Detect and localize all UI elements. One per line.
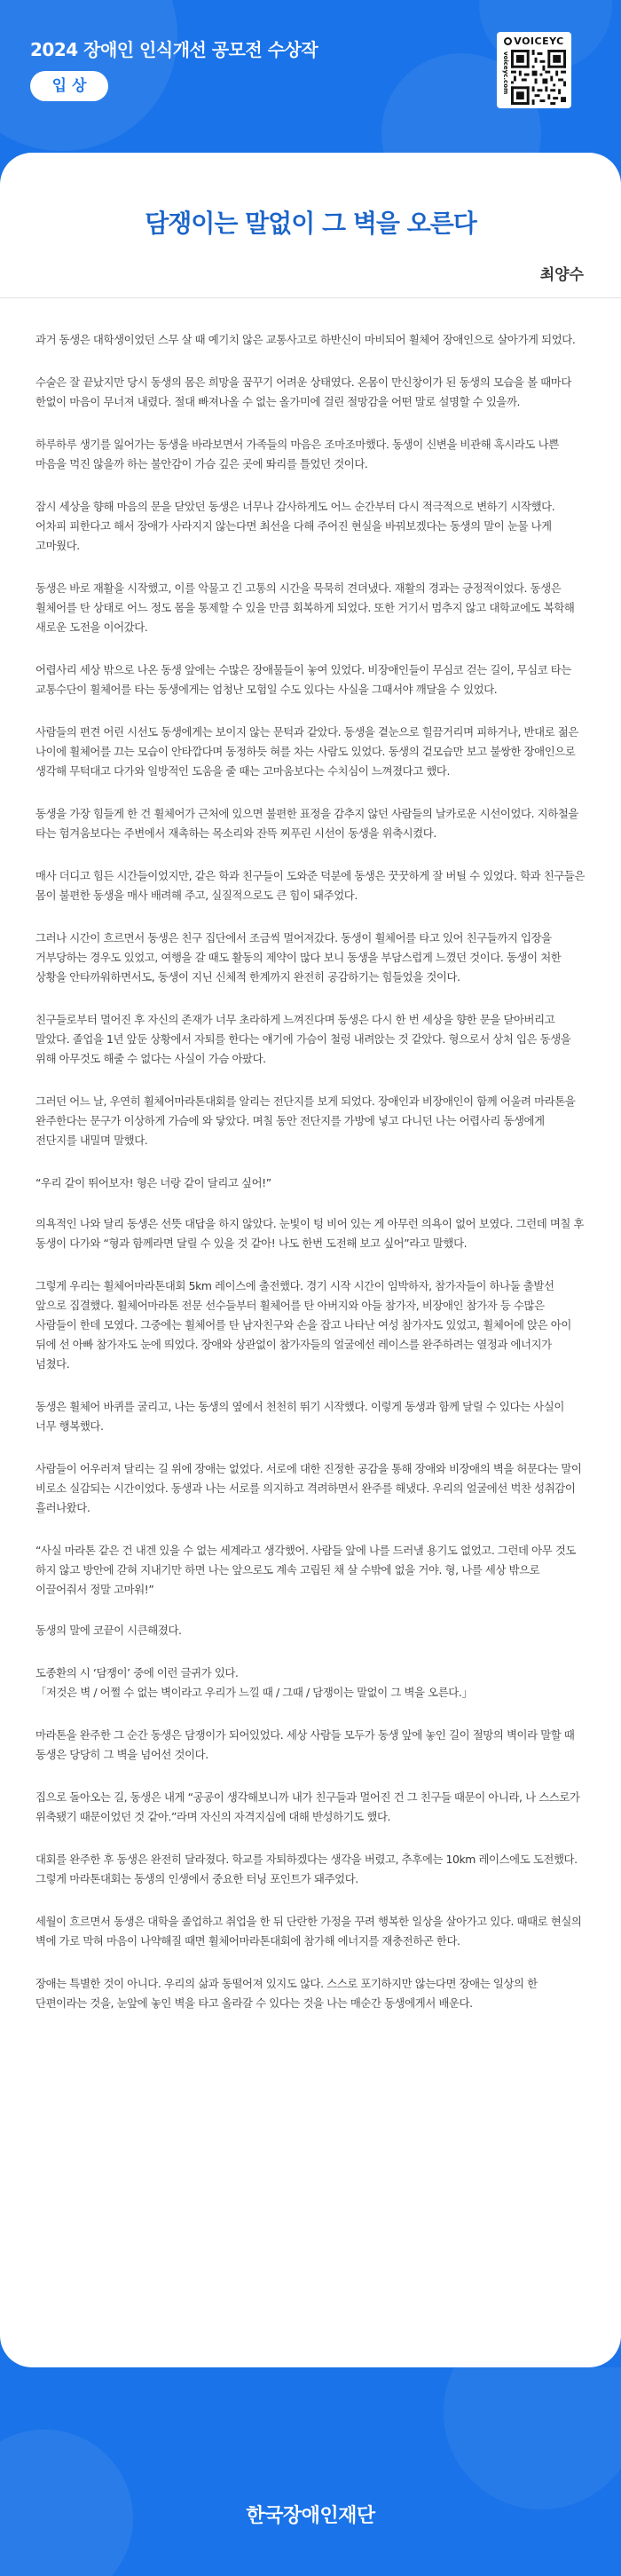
essay-paragraph: 사람들이 어우러져 달리는 길 위에 장애는 없었다. 서로에 대한 진정한 공감을 통해 장애와 비장애의 벽을 허문다는 말이 비로소 실감되는 시간이었다. 동생과 나는 서로를 의지하고 격려하면서 완주를 해냈다. 우리의 얼굴에선 벅찬 성취감이 흘러나왔다. [35, 1462, 582, 1514]
essay-paragraph: 친구들로부터 멀어진 후 자신의 존재가 너무 초라하게 느껴진다며 동생은 다시 한 번 세상을 향한 문을 닫아버리고 말았다. 졸업을 1년 앞둔 상황에서 자퇴를 한다는 얘기에 가슴이 철렁 내려앉는 것 같았다. 형으로서 상처 입은 동생을 위해 아무것도 해줄 수 없다는 사실이 가슴 아팠다. [35, 1013, 571, 1065]
brand-label [497, 36, 571, 47]
essay-paragraph: 과거 동생은 대학생이었던 스무 살 때 예기치 않은 교통사고로 하반신이 마비되어 휠체어 장애인으로 살아가게 되었다. [35, 333, 576, 346]
essay-paragraph: 세월이 흐르면서 동생은 대학을 졸업하고 취업을 한 뒤 단란한 가정을 꾸려 행복한 일상을 살아가고 있다. 때때로 현실의 벽에 가로 막혀 마음이 나약해질 때면 휠체어마라톤대회에 참가해 에너지를 재충전하곤 한다. [35, 1915, 582, 1948]
qr-card[interactable] [497, 32, 571, 108]
brand-logo-icon [504, 37, 512, 45]
essay-paragraph: 하루하루 생기를 잃어가는 동생을 바라보면서 가족들의 마음은 조마조마했다. 동생이 신변을 비관해 혹시라도 나쁜 마음을 먹진 않을까 하는 불안감이 가슴 깊은 곳에 똬리를 틀었던 것이다. [35, 438, 559, 470]
essay-paragraph: 동생의 말에 코끝이 시큰해졌다. [35, 1624, 182, 1637]
essay-paragraph: 어렵사리 세상 밖으로 나온 동생 앞에는 수많은 장애물들이 놓여 있었다. 비장애인들이 무심코 걷는 길이, 무심코 타는 교통수단이 휠체어를 타는 동생에게는 엄청난 모험일 수도 있다는 사실을 그때서야 깨달을 수 있었다. [35, 663, 571, 696]
essay-paragraph: 그렇게 우리는 휠체어마라톤대회 5km 레이스에 출전했다. 경기 시작 시간이 임박하자, 참가자들이 하나둘 출발선 앞으로 집결했다. 휠체어마라톤 전문 선수들부터 휠체어를 탄 아버지와 아들 참가자, 비장애인 참가자 등 수많은 사람들이 한데 모였다. 그중에는 휠체어를 탄 남자친구와 손을 잡고 나타난 여성 참가자도 있었고, 휠체어에 앉은 아이 뒤에 선 아빠 참가자도 눈에 띄었다. 장애와 상관없이 참가자들의 얼굴에선 레이스를 완주하려는 열정과 에너지가 넘쳤다. [35, 1279, 571, 1371]
essay-paragraph: 그러나 시간이 흐르면서 동생은 친구 집단에서 조금씩 멀어져갔다. 동생이 휠체어를 타고 있어 친구들까지 입장을 거부당하는 경우도 있었고, 여행을 갈 때도 활동의 제약이 많다 보니 동생을 부담스럽게 느꼈던 것이다. 동생이 처한 상황을 안타까워하면서도, 동생이 지닌 신체적 한계까지 완전히 공감하기는 힘들었을 것이다. [35, 931, 562, 984]
essay-paragraph: 잠시 세상을 향해 마음의 문을 닫았던 동생은 너무나 감사하게도 어느 순간부터 다시 적극적으로 변하기 시작했다. 어차피 피한다고 해서 장애가 사라지지 않는다면 최선을 다해 주어진 현실을 바꿔보겠다는 동생의 말이 눈물 나게 고마웠다. [35, 500, 555, 552]
brand-name: VOICEYC [514, 36, 564, 47]
essay-body [35, 330, 586, 2036]
brand-url: voiceyc.com [502, 51, 509, 95]
essay-paragraph: 의욕적인 나와 달리 동생은 선뜻 대답을 하지 않았다. 눈빛이 텅 비어 있는 게 아무런 의욕이 없어 보였다. 그런데 며칠 후 동생이 다가와 “형과 함께라면 달릴 수 있을 것 같아! 나도 한번 도전해 보고 싶어”라고 말했다. [35, 1217, 585, 1250]
title-divider [0, 297, 621, 298]
essay-paragraph: 마라톤을 완주한 그 순간 동생은 담쟁이가 되어있었다. 세상 사람들 모두가 동생 앞에 놓인 길이 절망의 벽이라 말할 때 동생은 당당히 그 벽을 넘어선 것이다. [35, 1728, 575, 1761]
essay-paragraph: “우리 같이 뛰어보자! 형은 너랑 같이 달리고 싶어!” [35, 1176, 271, 1189]
footer [0, 2367, 621, 2576]
decor-circle [444, 2367, 621, 2509]
essay-paragraph: 수술은 잘 끝났지만 당시 동생의 몸은 희망을 꿈꾸기 어려운 상태였다. 온몸이 만신창이가 된 동생의 모습을 볼 때마다 한없이 마음이 무너져 내렸다. 절대 빠져나올 수 없는 올가미에 걸린 절망감을 어떤 말로 설명할 수 있을까. [35, 375, 571, 408]
essay-paragraph: 대회를 완주한 후 동생은 완전히 달라졌다. 학교를 자퇴하겠다는 생각을 버렸고, 추후에는 10km 레이스에도 도전했다. 그렇게 마라톤대회는 동생의 인생에서 중요한 터닝 포인트가 돼주었다. [35, 1853, 578, 1885]
essay-paragraph: 도종환의 시 ‘담쟁이’ 중에 이런 글귀가 있다. 「저것은 벽 / 어쩔 수 없는 벽이라고 우리가 느낄 때 / 그때 / 담쟁이는 말없이 그 벽을 오른다.」 [35, 1666, 473, 1699]
essay-paragraph: 집으로 돌아오는 길, 동생은 내게 “공공이 생각해보니까 내가 친구들과 멀어진 건 그 친구들 때문이 아니라, 나 스스로가 위축됐기 때문이었던 것 같아.”라며 자신의 자격지심에 대해 반성하기도 했다. [35, 1790, 580, 1823]
award-header [0, 0, 621, 178]
essay-card [0, 153, 621, 2367]
essay-paragraph: 사람들의 편견 어린 시선도 동생에게는 보이지 않는 문턱과 같았다. 동생을 곁눈으로 힐끔거리며 피하거나, 반대로 젊은 나이에 휠체어를 끄는 모습이 안타깝다며 동정하듯 혀를 차는 사람도 있었다. 동생의 겉모습만 보고 불쌍한 장애인으로 생각해 무턱대고 다가와 일방적인 도움을 줄 때는 고마움보다는 수치심이 느껴졌다고 했다. [35, 725, 578, 778]
essay-paragraph: 매사 더디고 힘든 시간들이었지만, 같은 학과 친구들이 도와준 덕분에 동생은 꿋꿋하게 잘 버틸 수 있었다. 학과 친구들은 몸이 불편한 동생을 매사 배려해 주고, 실질적으로도 큰 힘이 돼주었다. [35, 869, 586, 902]
author-name: 최양수 [539, 266, 584, 284]
award-title: 2024 장애인 인식개선 공모전 수상작 [30, 39, 318, 60]
foundation-logo: 한국장애인재단 [246, 2505, 375, 2527]
qr-code-icon [511, 50, 566, 105]
essay-paragraph: 동생은 휠체어 바퀴를 굴리고, 나는 동생의 옆에서 천천히 뛰기 시작했다. 이렇게 동생과 함께 달릴 수 있다는 사실이 너무 행복했다. [35, 1400, 564, 1433]
award-badge: 입 상 [30, 71, 108, 101]
essay-paragraph: “사실 마라톤 같은 건 내겐 있을 수 없는 세계라고 생각했어. 사람들 앞에 나를 드러낼 용기도 없었고. 그런데 아무 것도 하지 않고 방안에 갇혀 지내기만 하면 나는 앞으로도 계속 고립된 채 살 수밖에 없을 거야. 형, 나를 세상 밖으로 이끌어줘서 정말 고마워!” [35, 1544, 576, 1596]
essay-paragraph: 동생은 바로 재활을 시작했고, 이를 악물고 긴 고통의 시간을 묵묵히 견뎌냈다. 재활의 경과는 긍정적이었다. 동생은 휠체어를 탄 상태로 어느 정도 몸을 통제할 수 있을 만큼 회복하게 되었다. 또한 거기서 멈추지 않고 대학교에도 복학해 새로운 도전을 이어갔다. [35, 581, 575, 634]
essay-title: 담쟁이는 말없이 그 벽을 오른다 [145, 209, 476, 238]
essay-paragraph: 동생을 가장 힘들게 한 건 휠체어가 근처에 있으면 불편한 표정을 감추지 않던 사람들의 날카로운 시선이었다. 지하철을 타는 험겨움보다는 주변에서 재촉하는 목소리와 잔뜩 찌푸린 시선이 동생을 위축시켰다. [35, 807, 578, 840]
essay-paragraph: 그러던 어느 날, 우연히 휠체어마라톤대회를 알리는 전단지를 보게 되었다. 장애인과 비장애인이 함께 어울려 마라톤을 완주한다는 문구가 이상하게 가슴에 와 닿았다. 며칠 동안 전단지를 가방에 넣고 다니던 나는 어렵사리 동생에게 전단지를 내밀며 말했다. [35, 1094, 576, 1147]
essay-paragraph: 장애는 특별한 것이 아니다. 우리의 삶과 동떨어져 있지도 않다. 스스로 포기하지만 않는다면 장애는 일상의 한 단편이라는 것을, 눈앞에 놓인 벽을 타고 올라갈 수 있다는 것을 나는 매순간 동생에게서 배운다. [35, 1977, 538, 2010]
